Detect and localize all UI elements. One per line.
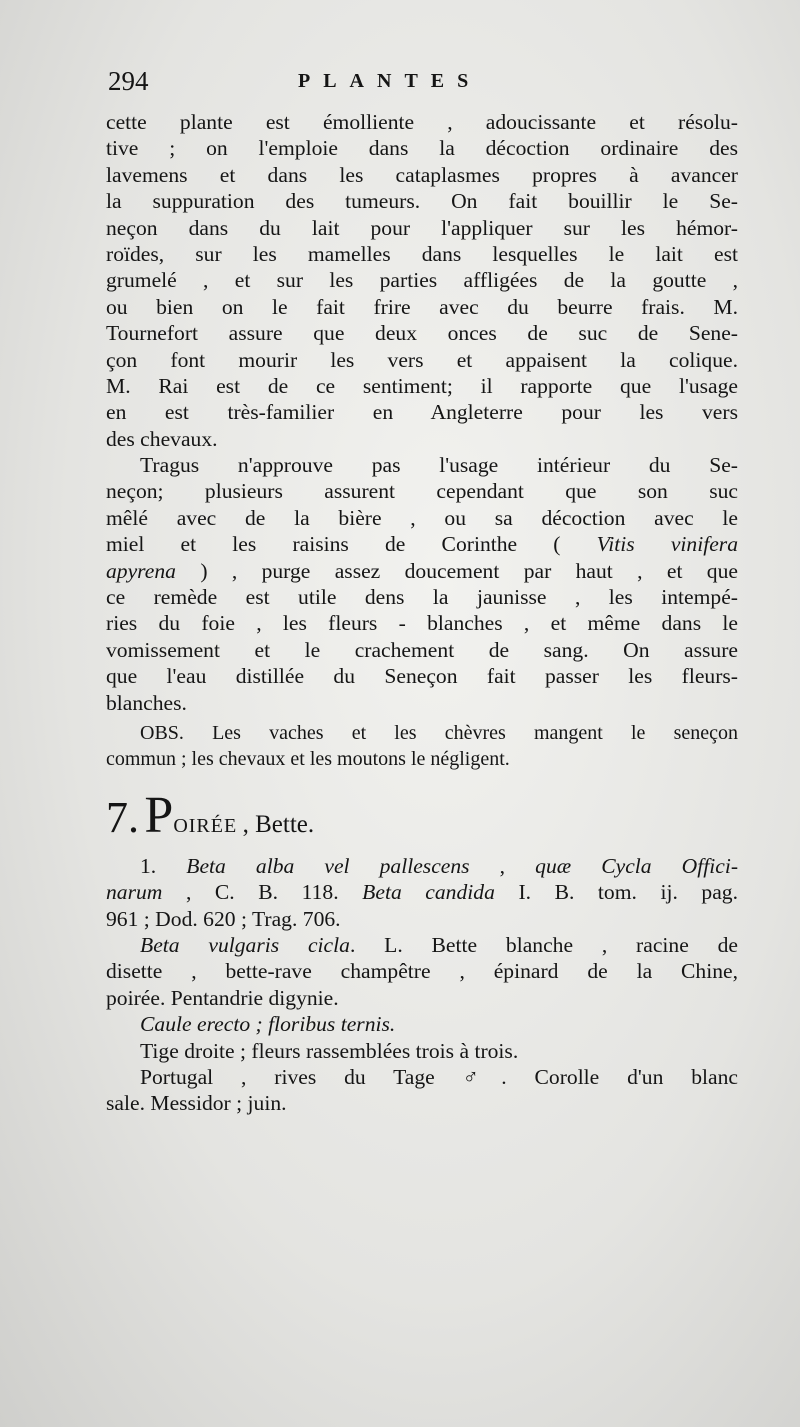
text-line: cette plante est émolliente , adoucissante et résolu-: [106, 110, 738, 134]
text-run: , C. B. 118.: [185, 880, 339, 905]
text-line: 961 ; Dod. 620 ; Trag. 706.: [106, 906, 341, 931]
latin-name: apyrena: [106, 558, 176, 583]
text-run: miel et les raisins de Corinthe (: [106, 532, 561, 557]
text-line: lavemens et dans les cataplasmes propres à avancer: [106, 162, 738, 187]
text-line: vomissement et le crachement de sang. On assure: [106, 637, 738, 662]
text-run: I. B. tom. ij. pag.: [518, 880, 739, 905]
text-line: commun ; les chevaux et les moutons le négligent.: [106, 748, 510, 771]
paragraph-emollient: [106, 109, 738, 452]
text-line: neçon; plusieurs assurent cependant que son suc: [106, 479, 738, 504]
text-line: en est très-familier en Angleterre pour les vers: [106, 400, 738, 425]
entry-beta: [106, 853, 738, 1117]
text-line: M. Rai est de ce sentiment; il rapporte que l'usage: [106, 373, 738, 398]
latin-name: Beta vulgaris cicla: [140, 932, 350, 957]
latin-name: quæ Cycla Offici-: [535, 853, 739, 878]
text-line: OBS. Les vaches et les chèvres mangent le seneçon: [140, 721, 738, 744]
text-line: poirée. Pentandrie digynie.: [106, 985, 339, 1010]
text-line: disette , bette-rave champêtre , épinard de la Chine,: [106, 959, 738, 984]
text-line: mêlé avec de la bière , ou sa décoction avec le: [106, 505, 738, 530]
latin-name: Beta alba vel pallescens: [186, 853, 470, 878]
text-line: [106, 558, 738, 584]
paragraph-obs: [106, 720, 738, 773]
paragraph-tragus: [106, 452, 738, 716]
running-head: [108, 66, 708, 106]
text-run: Corolle d'un blanc: [534, 1064, 738, 1089]
text-line: ou bien on le fait frire avec du beurre frais. M.: [106, 294, 738, 319]
text-line: çon font mourir les vers et appaisent la colique.: [106, 347, 738, 372]
latin-name: narum: [106, 880, 163, 905]
latin-diagnosis: Caule erecto ; floribus ternis.: [140, 1012, 396, 1037]
text-line: la suppuration des tumeurs. On fait bouillir le Se-: [106, 189, 738, 214]
latin-name: Beta candida: [362, 880, 495, 905]
section-initial: P: [144, 786, 174, 844]
text-line: [106, 531, 738, 557]
text-run: . L. Bette blanche , racine de: [349, 932, 738, 957]
text-line: neçon dans du lait pour l'appliquer sur les hémor-: [106, 215, 738, 240]
text-line: Tournefort assure que deux onces de suc de Sene-: [106, 321, 738, 346]
text-line: [106, 932, 738, 958]
text-line: [106, 879, 738, 905]
text-line: tive ; on l'emploie dans la décoction ordinaire des: [106, 136, 738, 161]
text-line: [106, 1064, 738, 1090]
page-number: 294: [108, 66, 149, 96]
text-run: Portugal , rives du Tage: [140, 1064, 435, 1089]
text-line: [106, 853, 738, 879]
text-line: blanches.: [106, 690, 187, 715]
section-common-name: , Bette.: [242, 810, 315, 838]
text-line: Tragus n'approuve pas l'usage intérieur du Se-: [140, 453, 738, 478]
latin-name: Vitis vinifera: [596, 532, 738, 557]
text-run: ) , purge assez doucement par haut , et que: [200, 558, 738, 583]
text-line: grumelé , et sur les parties affligées de la goutte ,: [106, 268, 738, 293]
text-line: roïdes, sur les mamelles dans lesquelles le lait est: [106, 241, 738, 266]
text-line: que l'eau distillée du Seneçon fait passer les fleurs-: [106, 664, 738, 689]
text-run: ,: [499, 853, 506, 878]
text-line: Tige droite ; fleurs rassemblées trois à trois.: [140, 1038, 519, 1063]
section-number: 7.: [106, 792, 139, 842]
text-line: sale. Messidor ; juin.: [106, 1091, 287, 1116]
text-line: des chevaux.: [106, 426, 218, 451]
text-line: [106, 1011, 738, 1037]
text-line: ce remède est utile dens la jaunisse , les intempé-: [106, 585, 738, 610]
running-title: PLANTES: [298, 70, 482, 92]
text-block: [106, 109, 738, 1117]
section-heading: [106, 786, 738, 853]
entry-number: 1.: [140, 853, 157, 878]
section-title-rest: OIRÉE: [173, 814, 238, 837]
male-symbol-icon: ♂.: [462, 1064, 507, 1089]
text-line: ries du foie , les fleurs - blanches , et même dans le: [106, 611, 738, 636]
